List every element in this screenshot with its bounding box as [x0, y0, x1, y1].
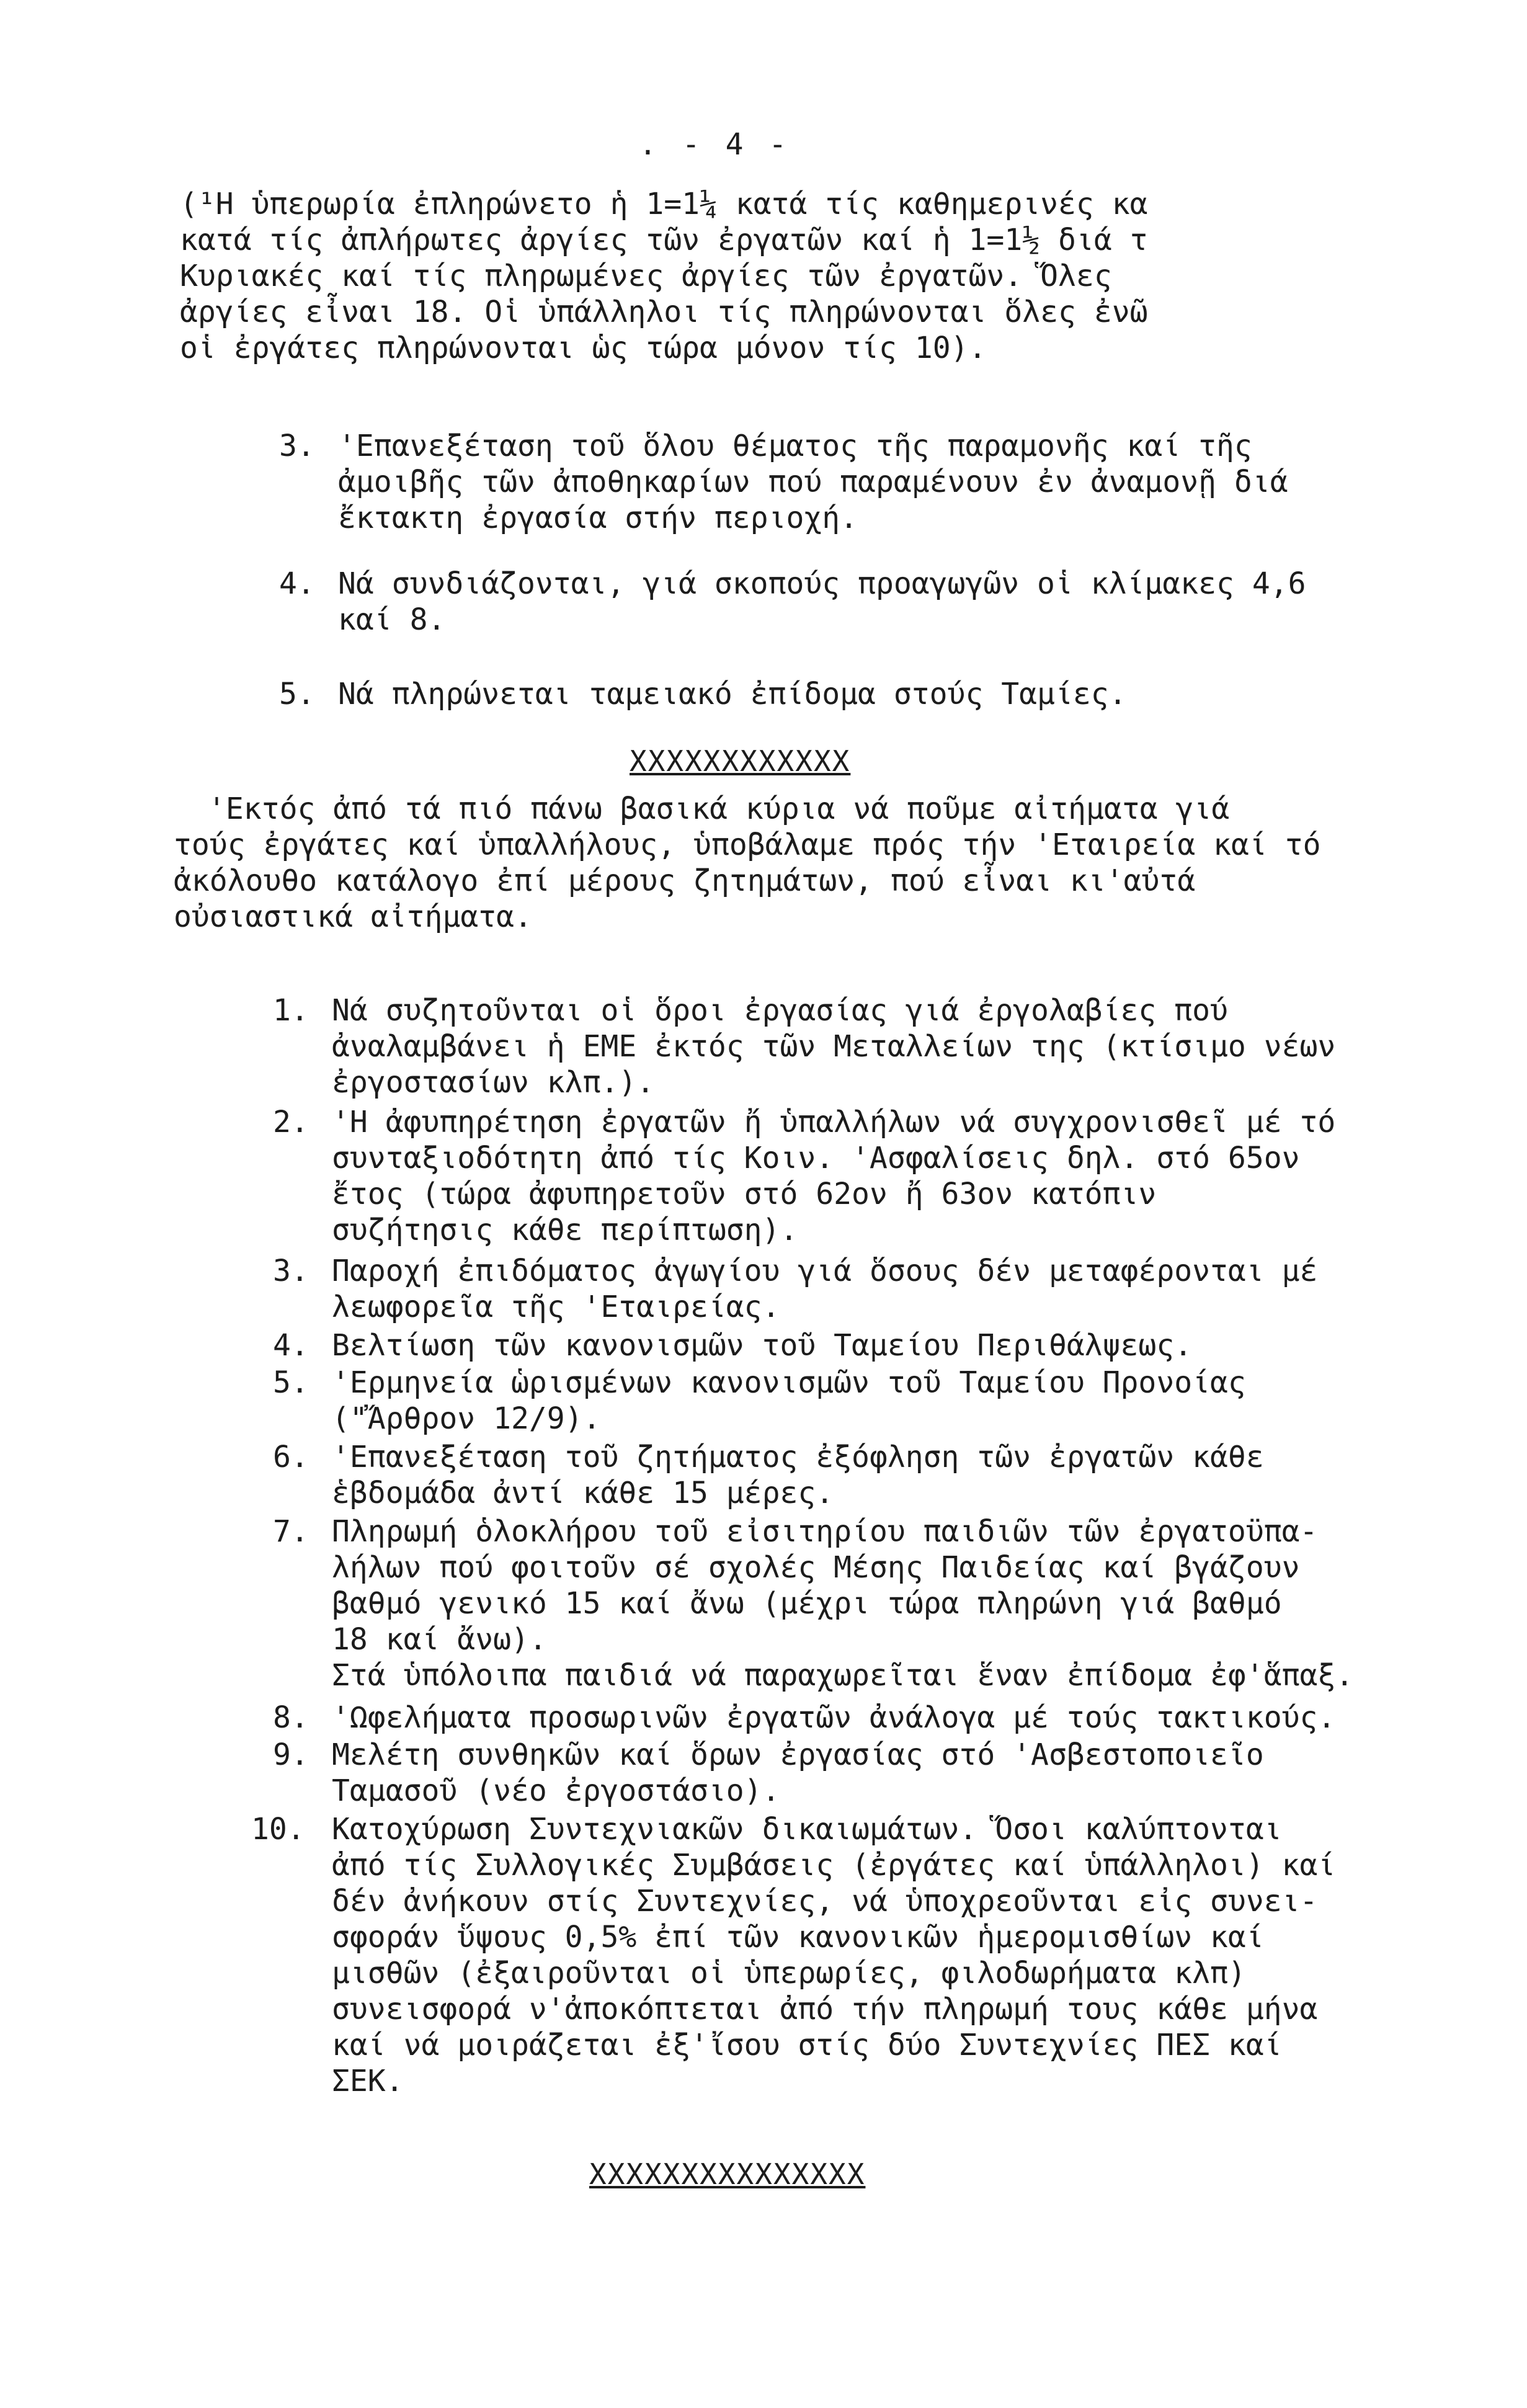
page-number: . - 4 - [639, 127, 791, 162]
text-line: Νά συνδιάζονται, γιά σκοπούς προαγωγῶν οἱ κλίμακες 4,6 [338, 566, 1306, 601]
item-number: 2. [273, 1105, 309, 1139]
text-line: συνεισφορά ν'ἀποκόπτεται ἀπό τήν πληρωμή τους κάθε μήνα [332, 1992, 1318, 2027]
text-line: 'Εκτός ἀπό τά πιό πάνω βασικά κύρια νά ποῦμε αἰτήματα γιά [208, 792, 1230, 826]
text-line: ἀναλαμβάνει ἡ ΕΜΕ ἐκτός τῶν Μεταλλείων της (κτίσιμο νέων [332, 1029, 1336, 1064]
text-line: 'Η ἀφυπηρέτηση ἐργατῶν ἤ ὑπαλλήλων νά συγχρονισθεῖ μέ τό [332, 1105, 1336, 1139]
item-number: 5. [273, 1365, 309, 1400]
text-line: ἀμοιβῆς τῶν ἀποθηκαρίων πού παραμένουν ἐν ἀναμονῇ διά [338, 465, 1288, 499]
text-line: σφοράν ὕψους 0,5% ἐπί τῶν κανονικῶν ἡμερομισθίων καί [332, 1920, 1264, 1955]
text-line: 18 καί ἄνω). [332, 1622, 547, 1657]
text-line: 'Επανεξέταση τοῦ ζητήματος ἐξόφληση τῶν ἐργατῶν κάθε [332, 1440, 1264, 1474]
separator-line: XXXXXXXXXXXX [630, 744, 851, 778]
text-line: οὐσιαστικά αἰτήματα. [174, 899, 532, 934]
text-line: (¹Η ὑπερωρία ἐπληρώνετο ἡ 1=1¼ κατά τίς καθημερινές κα [180, 187, 1148, 221]
item-number: 8. [273, 1700, 309, 1735]
item-number: 4. [273, 1328, 309, 1363]
text-line: Παροχή ἐπιδόματος ἀγωγίου γιά ὅσους δέν μεταφέρονται μέ [332, 1254, 1318, 1288]
text-line: ("Ἄρθρον 12/9). [332, 1401, 601, 1436]
text-line: Βελτίωση τῶν κανονισμῶν τοῦ Ταμείου Περιθάλψεως. [332, 1328, 1193, 1363]
text-line: ἀκόλουθο κατάλογο ἐπί μέρους ζητημάτων, πού εἶναι κι'αὐτά [174, 863, 1196, 898]
text-line: δέν ἀνήκουν στίς Συντεχνίες, νά ὑποχρεοῦνται εἰς συνει- [332, 1884, 1318, 1919]
text-line: Πληρωμή ὁλοκλήρου τοῦ εἰσιτηρίου παιδιῶν τῶν ἐργατοϋπα- [332, 1514, 1318, 1549]
text-line: τούς ἐργάτες καί ὑπαλλήλους, ὑποβάλαμε πρός τήν 'Εταιρεία καί τό [174, 827, 1321, 862]
text-line: βαθμό γενικό 15 καί ἄνω (μέχρι τώρα πληρώνη γιά βαθμό [332, 1586, 1282, 1621]
item-number: 5. [279, 677, 315, 711]
item-number: 10. [251, 1812, 305, 1847]
text-line: καί νά μοιράζεται ἐξ'ἴσου στίς δύο Συντεχνίες ΠΕΣ καί [332, 2028, 1282, 2062]
item-number: 3. [279, 429, 315, 463]
text-line: 'Επανεξέταση τοῦ ὅλου θέματος τῆς παραμονῆς καί τῆς [338, 429, 1252, 463]
item-number: 6. [273, 1440, 309, 1474]
text-line: Κατοχύρωση Συντεχνιακῶν δικαιωμάτων. Ὅσοι καλύπτονται [332, 1812, 1282, 1847]
text-line: ἐργοστασίων κλπ.). [332, 1065, 655, 1100]
item-number: 7. [273, 1514, 309, 1549]
text-line: κατά τίς ἀπλήρωτες ἀργίες τῶν ἐργατῶν καί ἡ 1=1½ διά τ [180, 223, 1148, 257]
text-line: λεωφορεῖα τῆς 'Εταιρείας. [332, 1290, 780, 1324]
text-line: Νά συζητοῦνται οἱ ὅροι ἐργασίας γιά ἐργολαβίες πού [332, 993, 1228, 1028]
text-line: 'Ωφελήματα προσωρινῶν ἐργατῶν ἀνάλογα μέ τούς τακτικούς. [332, 1700, 1336, 1735]
text-line: καί 8. [338, 602, 446, 637]
text-line: Κυριακές καί τίς πληρωμένες ἀργίες τῶν ἐργατῶν. Ὅλες [180, 259, 1112, 293]
text-line: ἔτος (τώρα ἀφυπηρετοῦν στό 62ον ἤ 63ον κατόπιν [332, 1177, 1157, 1211]
text-line: 'Ερμηνεία ὡρισμένων κανονισμῶν τοῦ Ταμείου Προνοίας [332, 1365, 1246, 1400]
overtime-note [180, 186, 1420, 366]
separator-line: XXXXXXXXXXXXXXX [589, 2157, 866, 2191]
text-line: Μελέτη συνθηκῶν καί ὅρων ἐργασίας στό 'Ασβεστοποιεῖο [332, 1737, 1264, 1772]
item-number: 9. [273, 1737, 309, 1772]
text-line: οἱ ἐργάτες πληρώνονται ὡς τώρα μόνον τίς 10). [180, 331, 987, 365]
text-line: Στά ὑπόλοιπα παιδιά νά παραχωρεῖται ἕναν ἐπίδομα ἐφ'ἅπαξ. [332, 1658, 1354, 1693]
text-line: λήλων πού φοιτοῦν σέ σχολές Μέσης Παιδείας καί βγάζουν [332, 1550, 1300, 1585]
text-line: ἔκτακτη ἐργασία στήν περιοχή. [338, 501, 858, 535]
item-number: 1. [273, 993, 309, 1028]
text-line: Νά πληρώνεται ταμειακό ἐπίδομα στούς Ταμίες. [338, 677, 1127, 711]
item-number: 3. [273, 1254, 309, 1288]
text-line: συνταξιοδότητη ἀπό τίς Κοιν. 'Ασφαλίσεις δηλ. στό 65ον [332, 1141, 1300, 1175]
text-line: Ταμασοῦ (νέο ἐργοστάσιο). [332, 1773, 780, 1808]
text-line: συζήτησις κάθε περίπτωση). [332, 1213, 798, 1247]
text-line: ΣΕΚ. [332, 2064, 404, 2098]
text-line: ἀπό τίς Συλλογικές Συμβάσεις (ἐργάτες καί ὑπάλληλοι) καί [332, 1848, 1336, 1883]
intro-paragraph [174, 791, 1414, 935]
text-line: ἀργίες εἶναι 18. Οἱ ὑπάλληλοι τίς πληρώνονται ὅλες ἐνῶ [180, 295, 1148, 329]
item-number: 4. [279, 566, 315, 601]
text-line: μισθῶν (ἐξαιροῦνται οἱ ὑπερωρίες, φιλοδωρήματα κλπ) [332, 1956, 1246, 1991]
text-line: ἑβδομάδα ἀντί κάθε 15 μέρες. [332, 1476, 834, 1510]
